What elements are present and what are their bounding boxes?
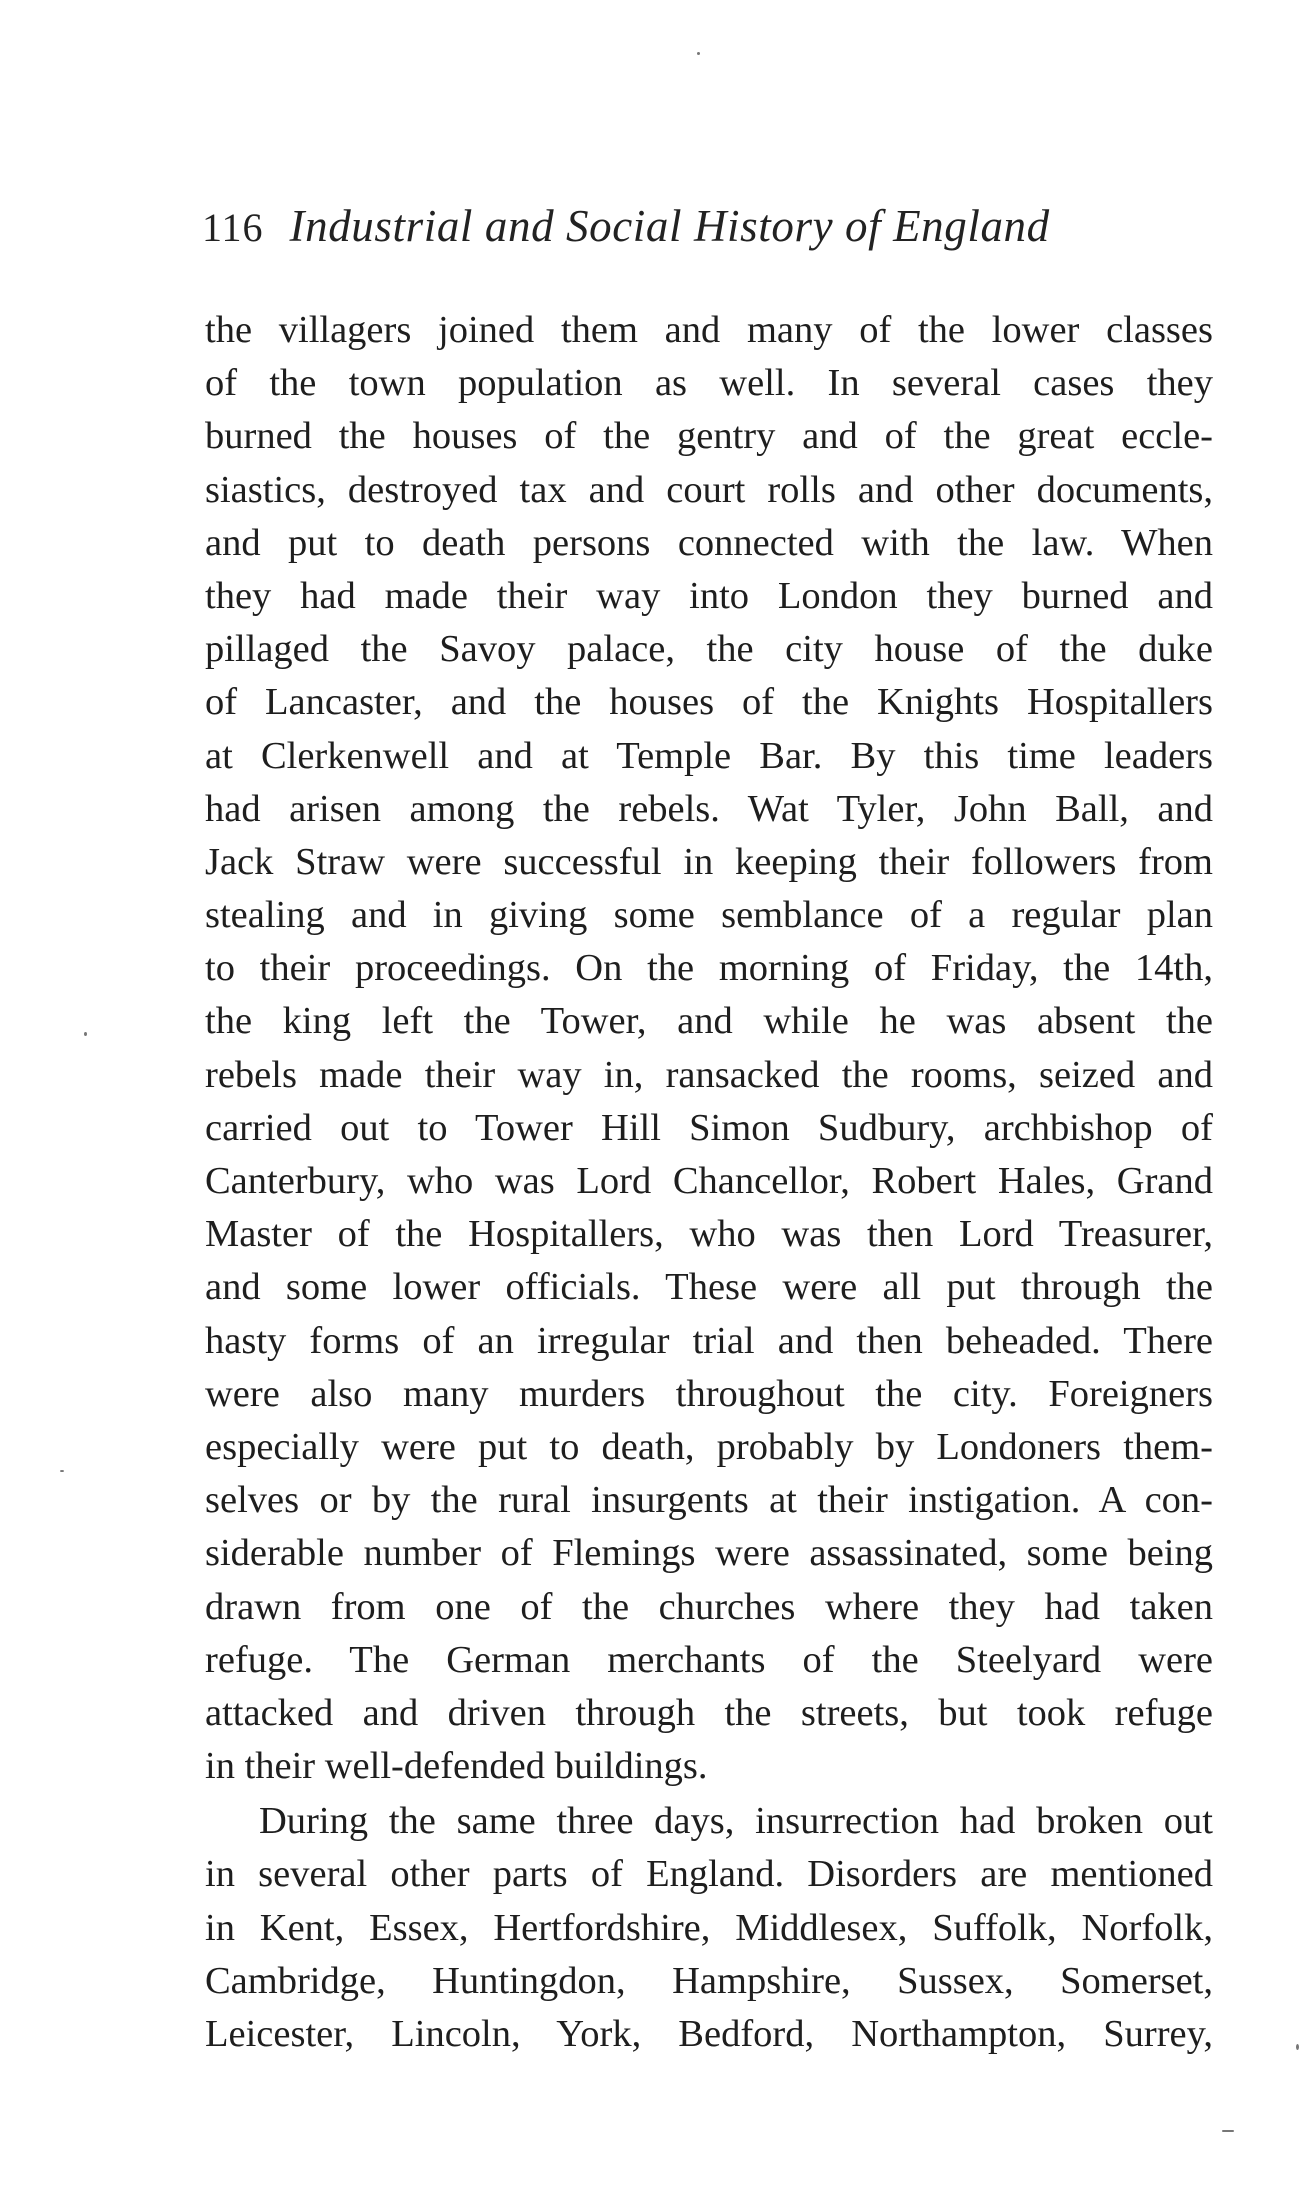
book-title: Industrial and Social History of England bbox=[289, 201, 1050, 251]
text-line: of the town population as well. In several cases they bbox=[205, 362, 1213, 405]
text-line: and some lower officials. These were all put through the bbox=[205, 1266, 1213, 1309]
body-text bbox=[205, 304, 1213, 2061]
text-line: in several other parts of England. Disorders are mentioned bbox=[205, 1853, 1213, 1896]
text-line: Jack Straw were successful in keeping their followers from bbox=[205, 840, 1213, 883]
scan-speck bbox=[1222, 2130, 1234, 2132]
text-line: rebels made their way in, ransacked the rooms, seized and bbox=[205, 1053, 1213, 1096]
scan-speck bbox=[84, 1032, 87, 1036]
text-line: they had made their way into London they burned and bbox=[205, 574, 1213, 617]
text-line: to their proceedings. On the morning of Friday, the 14th, bbox=[205, 947, 1213, 990]
text-line: hasty forms of an irregular trial and then beheaded. There bbox=[205, 1319, 1213, 1362]
text-line: the king left the Tower, and while he was absent the bbox=[205, 1000, 1213, 1043]
text-line: burned the houses of the gentry and of the great eccle- bbox=[205, 415, 1213, 458]
text-line: especially were put to death, probably by Londoners them- bbox=[205, 1425, 1213, 1468]
paragraph-2 bbox=[205, 1795, 1213, 2061]
text-line: drawn from one of the churches where they had taken bbox=[205, 1585, 1213, 1628]
running-head bbox=[202, 200, 1162, 260]
text-line: siderable number of Flemings were assassinated, some being bbox=[205, 1532, 1213, 1575]
paragraph-1 bbox=[205, 304, 1213, 1793]
scan-speck bbox=[1296, 2044, 1299, 2050]
text-line: selves or by the rural insurgents at their instigation. A con- bbox=[205, 1479, 1213, 1522]
text-line: stealing and in giving some semblance of a regular plan bbox=[205, 894, 1213, 937]
text-line: in Kent, Essex, Hertfordshire, Middlesex, Suffolk, Norfolk, bbox=[205, 1906, 1213, 1949]
text-line: and put to death persons connected with the law. When bbox=[205, 521, 1213, 564]
text-line: carried out to Tower Hill Simon Sudbury, archbishop of bbox=[205, 1106, 1213, 1149]
scan-speck bbox=[697, 52, 700, 55]
text-line: had arisen among the rebels. Wat Tyler, John Ball, and bbox=[205, 787, 1213, 830]
text-line: pillaged the Savoy palace, the city house of the duke bbox=[205, 628, 1213, 671]
text-line: Canterbury, who was Lord Chancellor, Robert Hales, Grand bbox=[205, 1160, 1213, 1202]
text-line: During the same three days, insurrection had broken out bbox=[259, 1800, 1213, 1843]
text-line: Master of the Hospitallers, who was then Lord Treasurer, bbox=[205, 1213, 1213, 1256]
text-line: Cambridge, Huntingdon, Hampshire, Sussex, Somerset, bbox=[205, 1959, 1213, 2002]
text-line: of Lancaster, and the houses of the Knights Hospitallers bbox=[205, 681, 1213, 724]
text-line: were also many murders throughout the city. Foreigners bbox=[205, 1372, 1213, 1415]
text-line: siastics, destroyed tax and court rolls and other documents, bbox=[205, 468, 1213, 511]
text-line: refuge. The German merchants of the Steelyard were bbox=[205, 1638, 1213, 1681]
page-number: 116 bbox=[202, 205, 264, 250]
text-line: in their well-defended buildings. bbox=[205, 1745, 708, 1788]
scan-speck bbox=[60, 1470, 64, 1472]
text-line: the villagers joined them and many of the lower classes bbox=[205, 309, 1213, 351]
text-line: attacked and driven through the streets, but took refuge bbox=[205, 1691, 1213, 1734]
text-line: Leicester, Lincoln, York, Bedford, Northampton, Surrey, bbox=[205, 2013, 1213, 2055]
text-line: at Clerkenwell and at Temple Bar. By this time leaders bbox=[205, 734, 1213, 777]
